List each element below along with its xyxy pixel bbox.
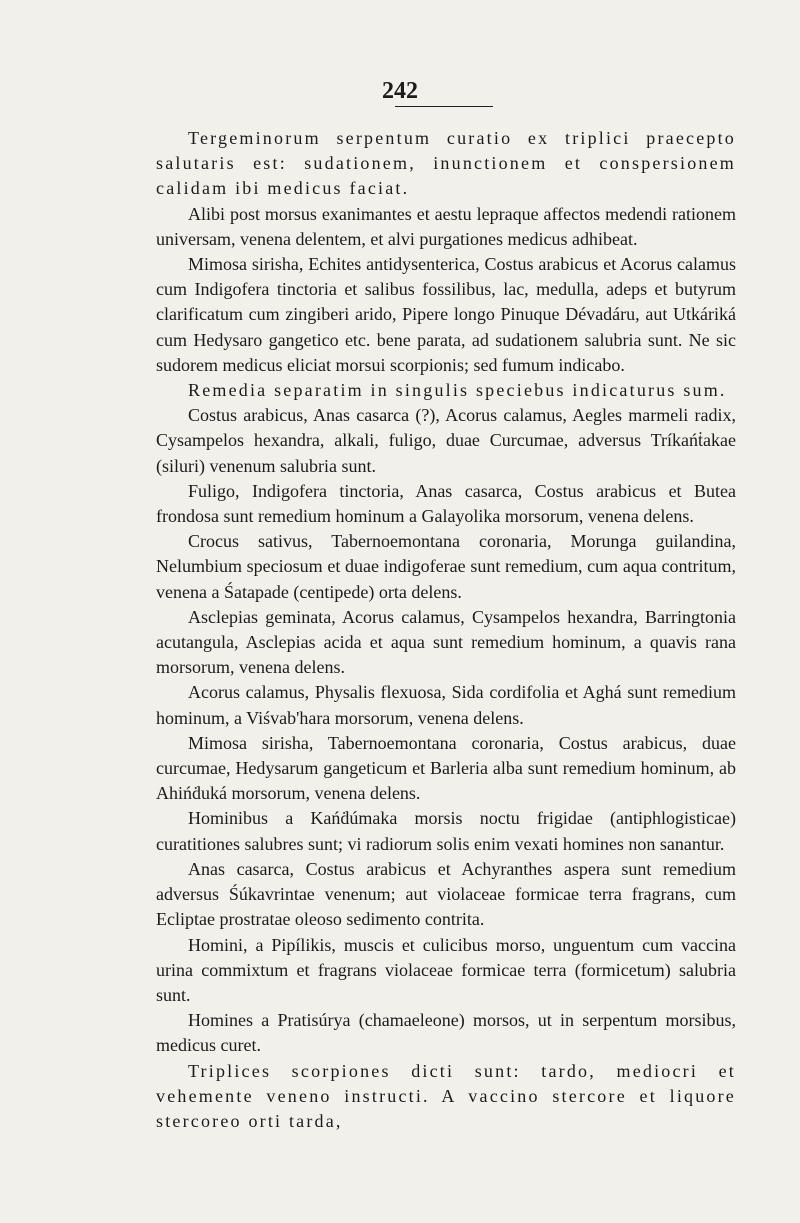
paragraph: Hominibus a Kańḋúmaka morsis noctu frigidae (antiphlogisticae) curatitiones salubres sunt; vi radiorum solis enim vexati homines non sanantur. xyxy=(156,808,736,854)
paragraph: Tergeminorum serpentum curatio ex triplici praecepto salutaris est: sudationem, inunctionem et conspersionem calidam ibi medicus faciat. xyxy=(156,128,736,199)
paragraph: Anas casarca, Costus arabicus et Achyranthes aspera sunt remedium adversus Śúkavrintae venenum; aut violaceae formicae terra fragrans, cum Ecliptae prostratae oleoso sedimento contrita. xyxy=(156,858,736,930)
paragraph: Alibi post morsus exanimantes et aestu lepraque affectos medendi rationem universam, venena delentem, et alvi purgationes medicus adhibeat. xyxy=(156,203,736,249)
paragraph: Crocus sativus, Tabernoemontana coronaria, Morunga guilandina, Nelumbium speciosum et duae indigoferae sunt remedium, cum aqua contritum, venena a Śatapade (centipede) orta delens. xyxy=(156,531,736,602)
paragraph: Mimosa sirisha, Echites antidysenterica, Costus arabicus et Acorus calamus cum Indigofera tinctoria et salibus fossilibus, lac, medulla, adeps et butyrum clarificatum cum zingiberi arido, Pipere longo Pinuque Dévadáru, aut Utkáriká cum Hedysaro gangetico etc. bene parata, ad sudationem salubria sunt. Ne sic sudorem medicus eliciat morsui scorpionis; sed fumum indicabo. xyxy=(156,254,736,375)
page-number: 242 xyxy=(382,78,418,104)
paragraph: Fuligo, Indigofera tinctoria, Anas casarca, Costus arabicus et Butea frondosa sunt remedium hominum a Galayolika morsorum, venena delens. xyxy=(156,480,736,527)
main-text xyxy=(156,126,736,1134)
paragraph: Mimosa sirisha, Tabernoemontana coronaria, Costus arabicus, duae curcumae, Hedysarum gangeticum et Barleria alba sunt remedium hominum, ab Ahińḋuká morsorum, venena delens. xyxy=(156,732,736,804)
paragraph: Remedia separatim in singulis speciebus indicaturus sum. xyxy=(188,380,727,401)
paragraph: Triplices scorpiones dicti sunt: tardo, mediocri et vehemente veneno instructi. A vaccino stercore et liquore stercoreo orti tarda, xyxy=(156,1060,736,1131)
page-number-rule xyxy=(395,106,493,107)
paragraph: Homini, a Pipílikis, muscis et culicibus morso, unguentum cum vaccina urina commixtum et fragrans violaceae formicae terra (formicetum) salubria sunt. xyxy=(156,934,736,1005)
paragraph: Costus arabicus, Anas casarca (?), Acorus calamus, Aegles marmeli radix, Cysampelos hexandra, alkali, fuligo, duae Curcumae, adversus Tríkańṫakae (siluri) venenum salubria sunt. xyxy=(156,405,736,476)
paragraph: Homines a Pratisúrya (chamaeleone) morsos, ut in serpentum morsibus, medicus curet. xyxy=(156,1010,736,1056)
paragraph: Asclepias geminata, Acorus calamus, Cysampelos hexandra, Barringtonia acutangula, Asclepias acida et aqua sunt remedium hominum, a quavis rana morsorum, venena delens. xyxy=(156,606,736,678)
paragraph: Acorus calamus, Physalis flexuosa, Sida cordifolia et Aghá sunt remedium hominum, a Viśvab'hara morsorum, venena delens. xyxy=(156,682,736,728)
